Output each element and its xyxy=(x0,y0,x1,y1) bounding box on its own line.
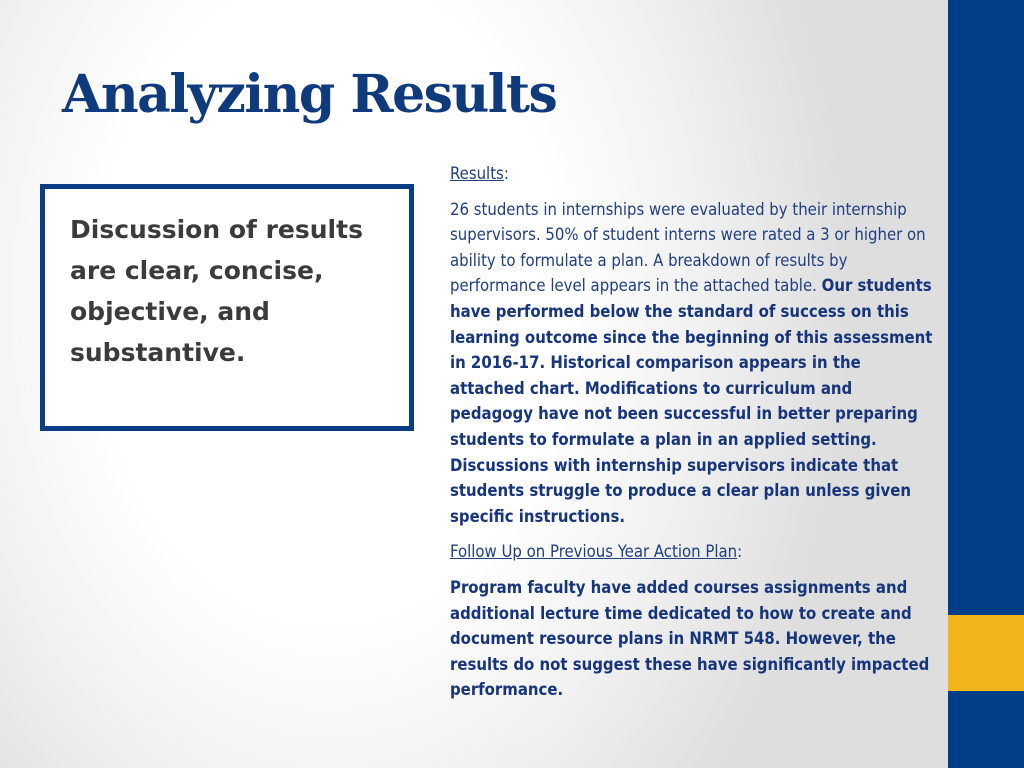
follow-up-bold-text: Program faculty have added courses assignments and additional lecture time dedicated to how to create and document resource plans in NRMT 548. However, the results do not suggest these have significantly impacted performance. xyxy=(450,577,930,700)
results-bold-text: Our students have performed below the standard of success on this learning outcome since the beginning of this assessment in 2016-17. Historical comparison appears in the attached chart. Modifications to curriculum and pedagogy have not been successful in better preparing students to formulate a plan in an applied setting. Discussions with internship supervisors indicate that students struggle to produce a clear plan unless given specific instructions. xyxy=(450,276,933,526)
follow-up-heading: Follow Up on Previous Year Action Plan xyxy=(450,542,738,562)
results-paragraph xyxy=(450,197,936,530)
follow-up-heading-line xyxy=(450,539,936,565)
results-plain-text: 26 students in internships were evaluated by their internship supervisors. 50% of student interns were rated a 3 or higher on ability to formulate a plan. A breakdown of results by performance level appears in the attached table. xyxy=(450,199,926,296)
results-heading-colon: : xyxy=(503,164,509,183)
results-heading: Results xyxy=(450,164,504,183)
criteria-text: Discussion of results are clear, concise, objective, and substantive. xyxy=(70,215,363,367)
results-column xyxy=(450,161,936,713)
criteria-box xyxy=(40,184,414,431)
follow-up-paragraph xyxy=(450,575,936,703)
follow-up-heading-colon: : xyxy=(737,542,743,562)
results-heading-line xyxy=(450,161,936,187)
slide-title: Analyzing Results xyxy=(62,64,557,125)
gold-accent-block xyxy=(948,615,1024,691)
